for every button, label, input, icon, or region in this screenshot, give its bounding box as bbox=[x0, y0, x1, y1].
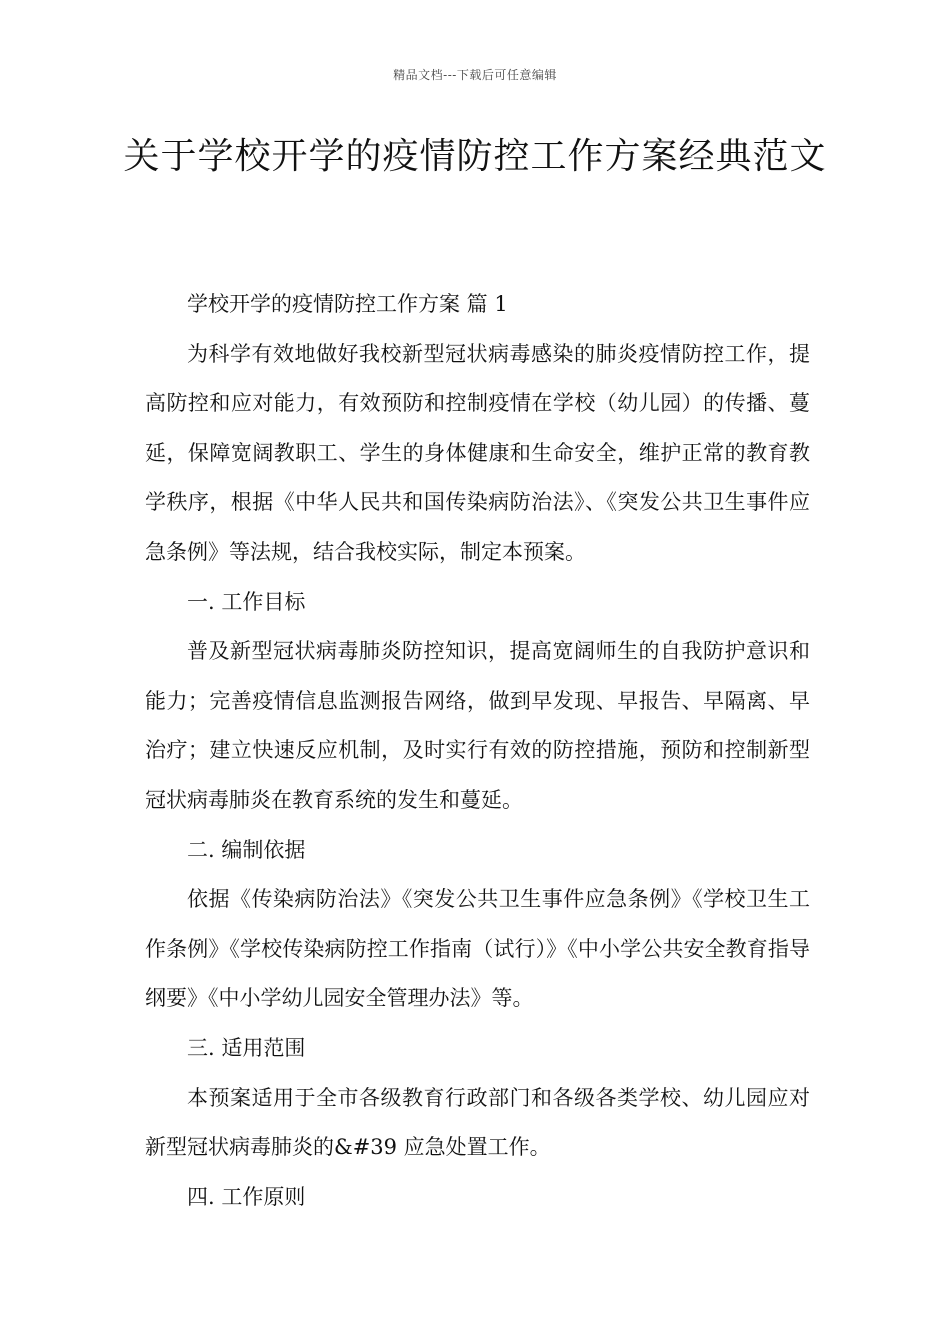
heading-basis: 二. 编制依据 bbox=[187, 837, 306, 862]
intro-paragraph: 为科学有效地做好我校新型冠状病毒感染的肺炎疫情防控工作，提高防控和应对能力，有效预防和控制疫情在学校（幼儿园）的传播、蔓延，保障宽阔教职工、学生的身体健康和生命安全，维护正常的教育教学秩序，根据《中华人民共和国传染病防治法》、《突发公共卫生事件应急条例》等法规，结合我校实际，制定本预案。 bbox=[145, 341, 810, 564]
basis-paragraph: 依据《传染病防治法》《突发公共卫生事件应急条例》《学校卫生工作条例》《学校传染病防控工作指南（试行）》《中小学公共安全教育指导纲要》《中小学幼儿园安全管理办法》等。 bbox=[145, 887, 810, 1011]
section-heading: 学校开学的疫情防控工作方案 篇 1 bbox=[187, 292, 508, 316]
document-body bbox=[145, 280, 810, 1222]
scope-paragraph: 本预案适用于全市各级教育行政部门和各级各类学校、幼儿园应对新型冠状病毒肺炎的&#39 应急处置工作。 bbox=[145, 1085, 810, 1160]
goals-paragraph: 普及新型冠状病毒肺炎防控知识，提高宽阔师生的自我防护意识和能力；完善疫情信息监测报告网络，做到早发现、早报告、早隔离、早治疗；建立快速反应机制，及时实行有效的防控措施，预防和控制新型冠状病毒肺炎在教育系统的发生和蔓延。 bbox=[145, 639, 810, 812]
document-title: 关于学校开学的疫情防控工作方案经典范文 bbox=[123, 136, 827, 177]
header-note: 精品文档---下载后可任意编辑 bbox=[393, 68, 557, 82]
heading-principles: 四. 工作原则 bbox=[187, 1184, 306, 1209]
heading-scope: 三. 适用范围 bbox=[187, 1035, 306, 1060]
heading-work-goals: 一. 工作目标 bbox=[187, 589, 306, 614]
